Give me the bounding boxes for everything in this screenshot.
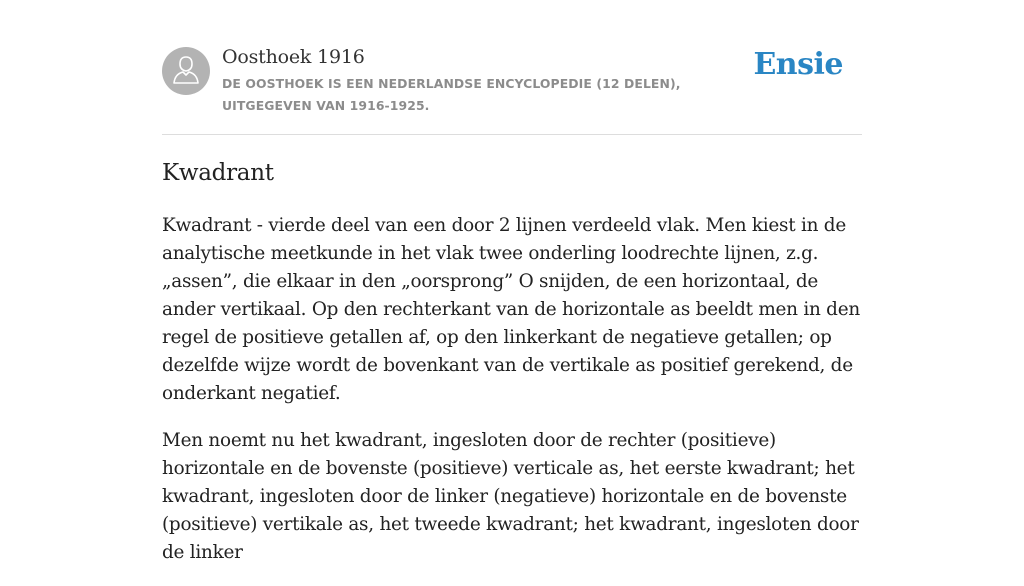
user-avatar-icon[interactable] — [162, 47, 210, 95]
ensie-logo[interactable]: Ensie — [753, 47, 843, 82]
source-name[interactable]: Oosthoek 1916 — [222, 46, 365, 68]
article-paragraph: Kwadrant - vierde deel van een door 2 lijnen verdeeld vlak. Men kiest in de analytische meetkunde in het vlak twee onderling loodrechte lijnen, z.g. „assen”, die elkaar in den „oorsprong” O snijden, de een horizontaal, de ander vertikaal. Op den rechterkant van de horizontale as beeldt men in den regel de positieve getallen af, op den linkerkant de negatieve getallen; op dezelfde wijze wordt de bovenkant van de vertikale as positief gerekend, de onderkant negatief. — [162, 215, 860, 404]
article-title: Kwadrant — [162, 160, 274, 186]
article-body — [162, 212, 866, 586]
source-description: DE OOSTHOEK IS EEN NEDERLANDSE ENCYCLOPEDIE (12 DELEN), UITGEGEVEN VAN 1916-1925. — [222, 76, 681, 113]
article-container — [162, 0, 862, 563]
source-header — [162, 0, 862, 135]
article-paragraph: Men noemt nu het kwadrant, ingesloten door de rechter (positieve) horizontale en de bovenste (positieve) verticale as, het eerste kwadrant; het kwadrant, ingesloten door de linker (negatieve) horizontale en de bovenste (positieve) vertikale as, het tweede kwadrant; het kwadrant, ingesloten door de linker — [162, 430, 859, 563]
